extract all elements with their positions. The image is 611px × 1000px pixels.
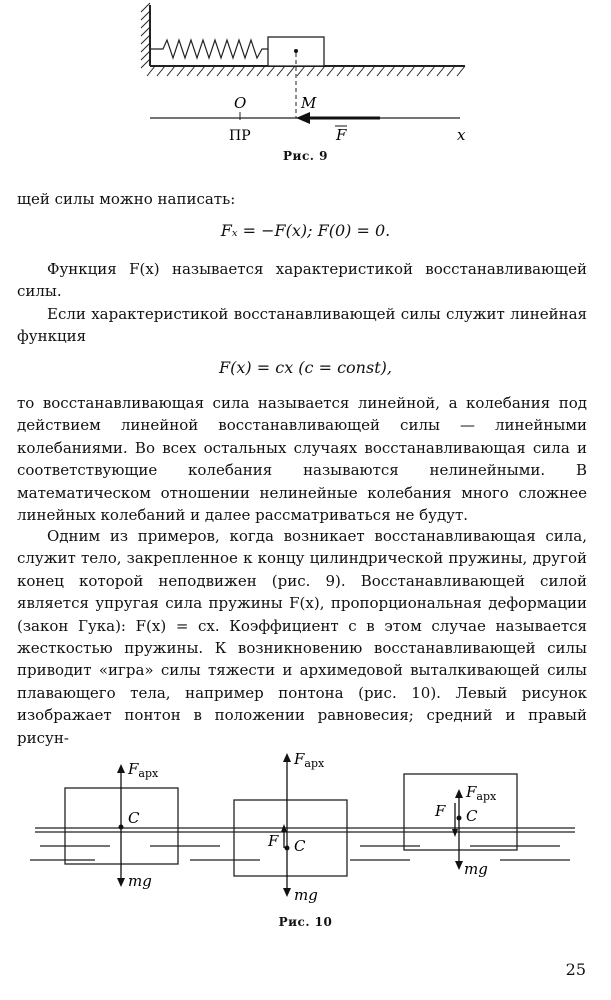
- label-PR: ПР: [229, 128, 251, 144]
- pontoon-middle: [234, 800, 347, 876]
- pontoon-right-F-head: [452, 829, 458, 837]
- F-arh-letter-2: F: [294, 750, 305, 768]
- F-arh-letter-3: F: [466, 783, 477, 801]
- label-M: M: [301, 94, 317, 112]
- paragraph-2: Функция F(x) называется характеристикой восстанавливающей силы.: [17, 260, 587, 301]
- pontoon-right-F-arh-head: [455, 789, 463, 798]
- paragraph-1: щей силы можно написать:: [17, 190, 236, 208]
- paragraph-3: Если характеристикой восстанавливающей силы служит линейная функция: [17, 305, 587, 346]
- F-arh-sub-2: арх: [304, 757, 325, 770]
- pontoon-right-mg-label: mg: [464, 860, 488, 878]
- pontoon-middle-F-arh-label: [293, 750, 325, 770]
- paragraph-4: то восстанавливающая сила называется линейной, а колебания под действием линейной восстанавливающей силы — линейными колебаниями. Во всех остальных случаях восстанавливающая сила и соответствующие колебания называются нелинейными. В математическом отношении нелинейные колебания много сложнее линейных колебаний и далее рассматриваться не будут.: [17, 394, 587, 525]
- figure-10: [0, 748, 611, 938]
- pontoon-right: [404, 774, 517, 850]
- pontoon-left-C-label: C: [128, 809, 140, 827]
- page-number: 25: [565, 960, 586, 979]
- pontoon-left-F-arh-head: [117, 764, 125, 773]
- label-O: O: [234, 94, 247, 112]
- pontoon-middle-C-label: C: [294, 837, 306, 855]
- force-arrowhead: [296, 112, 310, 124]
- pontoon-middle-F-arh-head: [283, 753, 291, 762]
- figure-9-caption: Рис. 9: [283, 149, 328, 163]
- formula-2: F(x) = cx (c = const),: [219, 358, 392, 377]
- wall-hatching: [141, 3, 150, 68]
- floor-hatching: [147, 66, 465, 76]
- pontoon-middle-mg-head: [283, 888, 291, 897]
- pontoon-right-C-label: C: [466, 807, 478, 825]
- pontoon-left-F-arh-label: [127, 760, 159, 780]
- formula-1: Fₓ = −F(x); F(0) = 0.: [220, 221, 391, 240]
- paragraph-5: Одним из примеров, когда возникает восстанавливающая сила, служит тело, закрепленное к концу цилиндрической пружины, другой конец которой неподвижен (рис. 9). Восстанавливающей силой является упругая сила пружины F(x), пропорциональная деформации (закон Гука): F(x) = cx. Коэффициент c в этом случае называется жесткостью пружины. К возникновению восстанавливающей силы приводит «игра» силы тяжести и архимедовой выталкивающей силы плавающего тела, например понтона (рис. 10). Левый рисунок изображает понтон в положении равновесия; средний и правый рисун-: [17, 527, 587, 747]
- F-arh-sub: арх: [138, 767, 159, 780]
- F-arh-letter: F: [128, 760, 139, 778]
- F-arh-sub-3: арх: [476, 790, 497, 803]
- label-F: F: [336, 126, 347, 144]
- label-x: x: [457, 126, 466, 144]
- pontoon-middle-F-label: F: [268, 832, 279, 850]
- figure-10-caption: Рис. 10: [278, 915, 333, 929]
- pontoon-left-mg-label: mg: [128, 872, 152, 890]
- pontoon-right-mg-head: [455, 861, 463, 870]
- pontoon-left-mg-head: [117, 878, 125, 887]
- pontoon-middle-mg-label: mg: [294, 886, 318, 904]
- pontoon-right-F-arh-label: [465, 783, 497, 803]
- spring: [150, 40, 268, 58]
- pontoon-right-F-label: F: [435, 802, 446, 820]
- block-center-dot: [294, 49, 298, 53]
